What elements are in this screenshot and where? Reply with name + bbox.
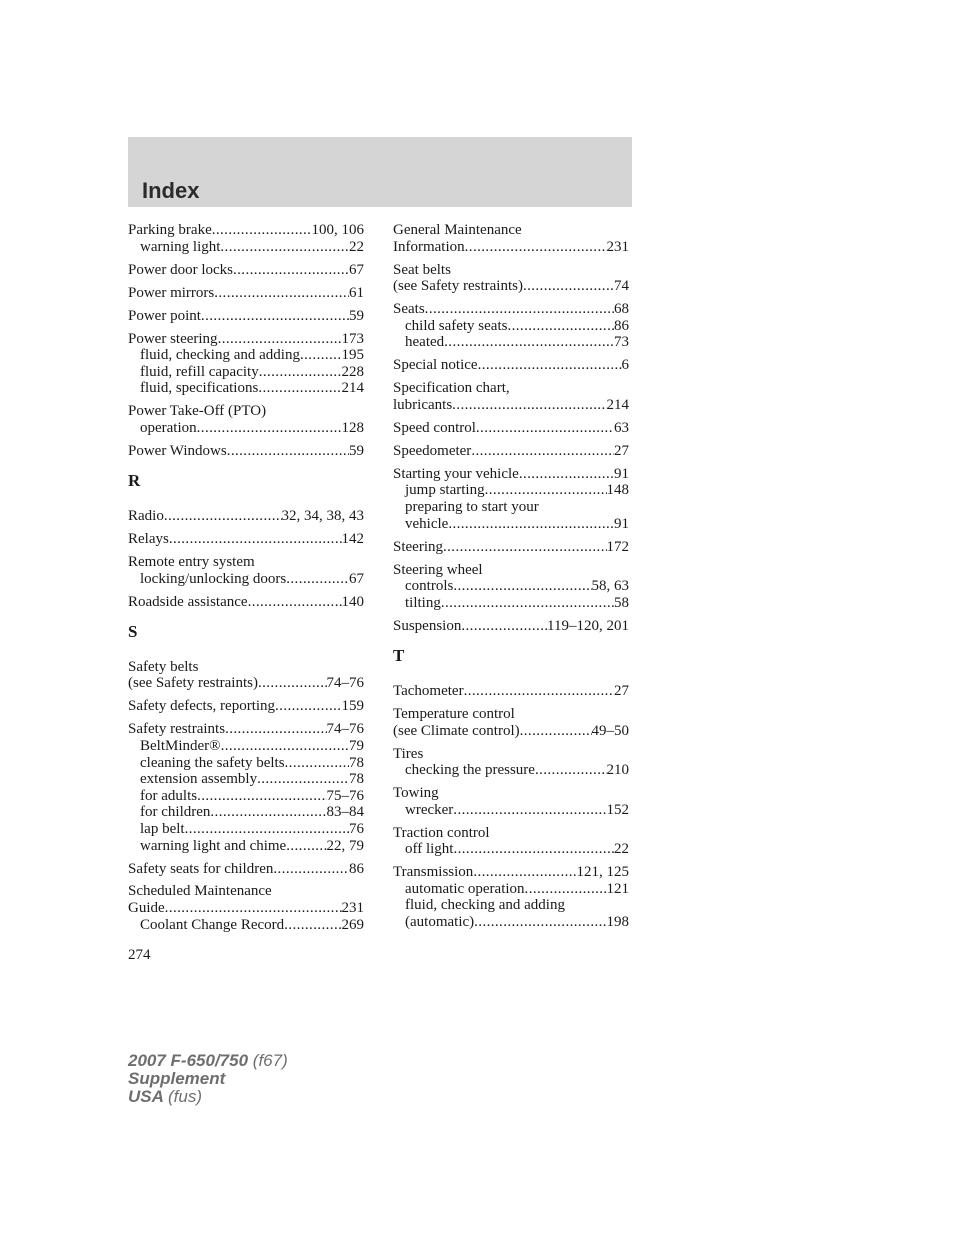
leader-dots [485,482,607,499]
index-entry-safety-seats [128,861,364,878]
page-ref: 100, 106 [311,222,364,238]
index-subline [128,738,364,755]
index-line [393,278,629,295]
page-ref: 269 [341,916,364,933]
leader-dots [165,900,342,917]
leader-dots [444,334,614,351]
page-ref: 142 [341,531,364,548]
entry-label: child safety seats [405,317,508,334]
page-ref: 195 [341,347,364,364]
page-ref: 27 [614,442,629,459]
index-entry-transmission [393,864,629,930]
page-ref: 6 [621,357,629,374]
index-subline [128,420,364,437]
leader-dots [476,420,614,437]
page-ref: 58, 63 [591,578,629,595]
page-ref: 78 [349,771,364,788]
entry-label: Speedometer [393,442,472,459]
index-entry-power-point [128,308,364,325]
index-entry-steering-wheel [393,562,629,612]
index-subline [128,838,364,855]
index-column-left [128,222,364,940]
index-entry-steering [393,539,629,556]
page-ref: 152 [606,801,629,818]
entry-label: warning light and chime [140,837,287,854]
index-subline [393,578,629,595]
index-subline [393,595,629,612]
index-entry-remote-entry [128,554,364,587]
page-ref: 91 [614,515,629,532]
index-subline [393,516,629,533]
page-ref: 79 [349,737,364,754]
index-line [128,861,364,878]
leader-dots [257,771,349,788]
page-ref: 214 [341,380,364,397]
index-entry-temperature-control [393,706,629,739]
entry-label: lap belt [140,820,185,837]
page-ref: 76 [349,820,364,837]
leader-dots [461,618,547,635]
page-ref: 210 [606,762,629,779]
index-line [128,403,364,420]
page-ref: 128 [341,419,364,436]
leader-dots [197,420,342,437]
index-entry-roadside-assistance [128,594,364,611]
page-ref: 58 [614,594,629,611]
page-ref: 74 [614,278,629,295]
index-line [393,262,629,279]
leader-dots [425,301,614,318]
footer-market-code: (fus) [168,1087,202,1106]
page-ref: 22 [349,238,364,255]
entry-label: Suspension [393,617,462,634]
index-line [128,594,364,611]
index-line [393,239,629,256]
page-ref: 121, 125 [576,864,629,881]
entry-label: Special notice [393,357,478,374]
section-letter-r: R [128,471,141,491]
index-line [393,683,629,700]
entry-label: wrecker [405,801,454,818]
index-subline [128,571,364,588]
entry-label: Power mirrors [128,284,215,301]
entry-label: Specification chart, [393,380,510,397]
index-entry-starting-vehicle [393,466,629,532]
index-line [393,785,629,802]
entry-label: cleaning the safety belts [140,754,285,771]
leader-dots [471,443,614,460]
leader-dots [220,239,349,256]
index-entry-radio [128,508,364,525]
entry-label: for adults [140,787,198,804]
index-entry-power-door-locks [128,262,364,279]
index-entry-power-take-off [128,403,364,436]
leader-dots [248,594,342,611]
leader-dots [473,864,576,881]
leader-dots [465,239,607,256]
footer-model-info [128,1052,288,1106]
leader-dots [474,914,606,931]
index-subline [128,821,364,838]
index-line [393,723,629,740]
index-line [393,618,629,635]
leader-dots [201,308,349,325]
page-ref: 86 [349,860,364,877]
page-ref: 67 [349,570,364,587]
entry-label: fluid, specifications [140,380,259,397]
index-subline [128,347,364,364]
index-entry-tachometer [393,683,629,700]
index-subline [393,881,629,898]
index-line [128,308,364,325]
index-subline [128,771,364,788]
section-letter-t: T [393,646,405,666]
index-column-right [393,222,629,937]
entry-label: warning light [140,238,221,255]
entry-label: fluid, checking and adding [140,347,300,364]
leader-dots [535,762,607,779]
entry-label: Speed control [393,419,476,436]
index-line [393,539,629,556]
leader-dots [197,788,326,805]
footer-model-code: (f67) [252,1051,288,1070]
entry-label: Safety seats for children [128,860,274,877]
page-ref: 63 [614,419,629,436]
index-subline [128,364,364,381]
page-ref: 119–120, 201 [547,617,629,634]
index-entry-parking-brake [128,222,364,255]
entry-label: Parking brake [128,222,212,238]
index-subline [393,318,629,335]
leader-dots [285,755,349,772]
page-ref: 67 [349,261,364,278]
section-letter-s: S [128,622,138,642]
entry-label: (see Safety restraints) [128,675,258,692]
index-entry-power-steering [128,331,364,397]
page-ref: 121 [606,880,629,897]
index-entry-relays [128,531,364,548]
index-line [128,331,364,348]
index-line [393,562,629,579]
leader-dots [259,364,342,381]
page-title: Index [142,178,200,203]
entry-label: BeltMinder® [140,737,221,754]
index-entry-safety-belts [128,659,364,692]
index-entry-traction-control [393,825,629,858]
index-line [128,698,364,715]
leader-dots [164,508,282,525]
index-line [128,721,364,738]
leader-dots [520,723,592,740]
entry-label: automatic operation [405,880,525,897]
page-ref: 173 [341,330,364,347]
index-subline [128,788,364,805]
entry-label: Seats [393,301,425,318]
leader-dots [441,595,614,612]
index-entry-speedometer [393,443,629,460]
index-entry-scheduled-maintenance [128,883,364,933]
page-ref: 159 [341,698,364,715]
entry-label: off light [405,841,454,858]
entry-label: Radio [128,508,164,525]
index-line [128,285,364,302]
entry-label: Power Windows [128,442,227,459]
entry-label: Steering [393,538,443,555]
index-line [393,380,629,397]
index-subline [393,897,629,914]
entry-label: Power point [128,307,201,324]
entry-label: Remote entry system [128,554,255,571]
page-ref: 214 [606,396,629,413]
entry-label: Safety defects, reporting [128,698,276,715]
index-line [393,825,629,842]
entry-label: Power steering [128,330,218,347]
index-line [128,659,364,676]
entry-label: controls [405,578,454,595]
entry-label: locking/unlocking doors [140,570,287,587]
index-subline [393,802,629,819]
index-line [128,443,364,460]
page-ref: 22, 79 [326,837,364,854]
entry-label: lubricants [393,396,453,413]
entry-label: fluid, refill capacity [140,363,259,380]
page-ref: 78 [349,754,364,771]
index-entry-power-windows [128,443,364,460]
entry-label: vehicle [405,515,449,532]
entry-label: Tires [393,745,424,762]
index-subline [393,841,629,858]
entry-label: Information [393,238,465,255]
index-entry-specification-chart [393,380,629,413]
entry-label: (see Climate control) [393,722,520,739]
leader-dots [453,578,591,595]
page-ref: 68 [614,301,629,318]
index-line [393,420,629,437]
page-number: 274 [128,947,151,963]
index-line [393,301,629,318]
index-line [393,222,629,239]
footer-model: 2007 F-650/750 [128,1051,249,1070]
page-ref: 231 [606,238,629,255]
index-line [128,675,364,692]
entry-label: Power Take-Off (PTO) [128,403,267,420]
index-line [128,262,364,279]
page-ref: 172 [606,538,629,555]
page-ref: 198 [606,914,629,931]
page-ref: 22 [614,841,629,858]
index-subline [128,917,364,934]
leader-dots [169,531,342,548]
index-line [128,222,364,239]
entry-label: tilting [405,594,441,611]
leader-dots [225,721,326,738]
leader-dots [448,516,614,533]
index-entry-tires [393,746,629,779]
index-line [128,531,364,548]
leader-dots [218,331,342,348]
index-line [393,466,629,483]
page-ref: 32, 34, 38, 43 [281,508,364,525]
index-line [393,864,629,881]
index-entry-general-maintenance [393,222,629,255]
page-ref: 74–76 [326,721,364,738]
index-entry-seats [393,301,629,351]
index-line [128,883,364,900]
leader-dots [275,698,341,715]
leader-dots [258,380,341,397]
index-entry-special-notice [393,357,629,374]
index-line [393,357,629,374]
index-subline [128,380,364,397]
entry-label: Roadside assistance [128,593,248,610]
entry-label: General Maintenance [393,222,522,238]
page-ref: 75–76 [326,787,364,804]
page-ref: 73 [614,334,629,351]
leader-dots [214,285,349,302]
entry-label: Temperature control [393,705,515,722]
entry-label: Safety belts [128,658,199,675]
entry-label: Seat belts [393,261,451,278]
index-entry-seat-belts [393,262,629,295]
entry-label: heated [405,334,445,351]
leader-dots [507,318,614,335]
index-line [393,397,629,414]
leader-dots [478,357,622,374]
entry-label: Starting your vehicle [393,465,519,482]
index-entry-safety-restraints [128,721,364,854]
leader-dots [227,443,349,460]
leader-dots [300,347,342,364]
index-subline [393,334,629,351]
entry-label: for children [140,804,211,821]
page-ref: 61 [349,284,364,301]
footer-market: USA [128,1087,164,1106]
entry-label: extension assembly [140,771,258,788]
entry-label: checking the pressure [405,762,535,779]
leader-dots [286,571,349,588]
index-subline [393,482,629,499]
page-ref: 74–76 [326,675,364,692]
entry-label: Guide [128,900,165,917]
page-ref: 86 [614,317,629,334]
leader-dots [258,675,327,692]
entry-label: Towing [393,785,439,802]
index-line [128,554,364,571]
entry-label: fluid, checking and adding [405,897,565,914]
leader-dots [519,466,614,483]
footer-line-supplement: Supplement [128,1069,226,1088]
page-ref: 59 [349,307,364,324]
index-line [393,443,629,460]
entry-label: Traction control [393,824,490,841]
page-ref: 148 [606,482,629,499]
leader-dots [286,838,326,855]
index-line [128,900,364,917]
entry-label: Coolant Change Record [140,916,285,933]
leader-dots [210,804,326,821]
leader-dots [233,262,349,279]
page-ref: 49–50 [591,722,629,739]
index-subline [128,239,364,256]
page-ref: 228 [341,363,364,380]
index-subline [393,914,629,931]
leader-dots [212,222,312,239]
page-ref: 83–84 [326,804,364,821]
entry-label: (automatic) [405,914,475,931]
leader-dots [525,881,607,898]
leader-dots [221,738,349,755]
page-ref: 140 [341,593,364,610]
index-subline [393,499,629,516]
index-subline [393,762,629,779]
leader-dots [453,802,606,819]
leader-dots [453,841,614,858]
leader-dots [452,397,606,414]
footer-line-market [128,1088,288,1106]
entry-label: Safety restraints [128,721,226,738]
page-ref: 27 [614,682,629,699]
entry-label: Tachometer [393,682,464,699]
leader-dots [523,278,614,295]
entry-label: operation [140,419,197,436]
leader-dots [284,917,341,934]
index-entry-towing [393,785,629,818]
entry-label: Relays [128,531,169,548]
entry-label: jump starting [405,482,485,499]
entry-label: Transmission [393,864,474,881]
footer-line-model [128,1052,288,1070]
index-entry-speed-control [393,420,629,437]
page-ref: 91 [614,465,629,482]
index-entry-suspension [393,618,629,635]
index-entry-power-mirrors [128,285,364,302]
header-band [128,137,632,207]
index-subline [128,755,364,772]
page-ref: 231 [341,900,364,917]
entry-label: Steering wheel [393,561,483,578]
entry-label: (see Safety restraints) [393,278,523,295]
index-subline [128,804,364,821]
entry-label: preparing to start your [405,499,539,516]
entry-label: Scheduled Maintenance [128,883,272,900]
leader-dots [273,861,349,878]
index-entry-safety-defects [128,698,364,715]
index-line [393,746,629,763]
leader-dots [185,821,349,838]
leader-dots [464,683,614,700]
entry-label: Power door locks [128,261,233,278]
index-line [128,508,364,525]
leader-dots [443,539,607,556]
page-ref: 59 [349,442,364,459]
index-line [393,706,629,723]
